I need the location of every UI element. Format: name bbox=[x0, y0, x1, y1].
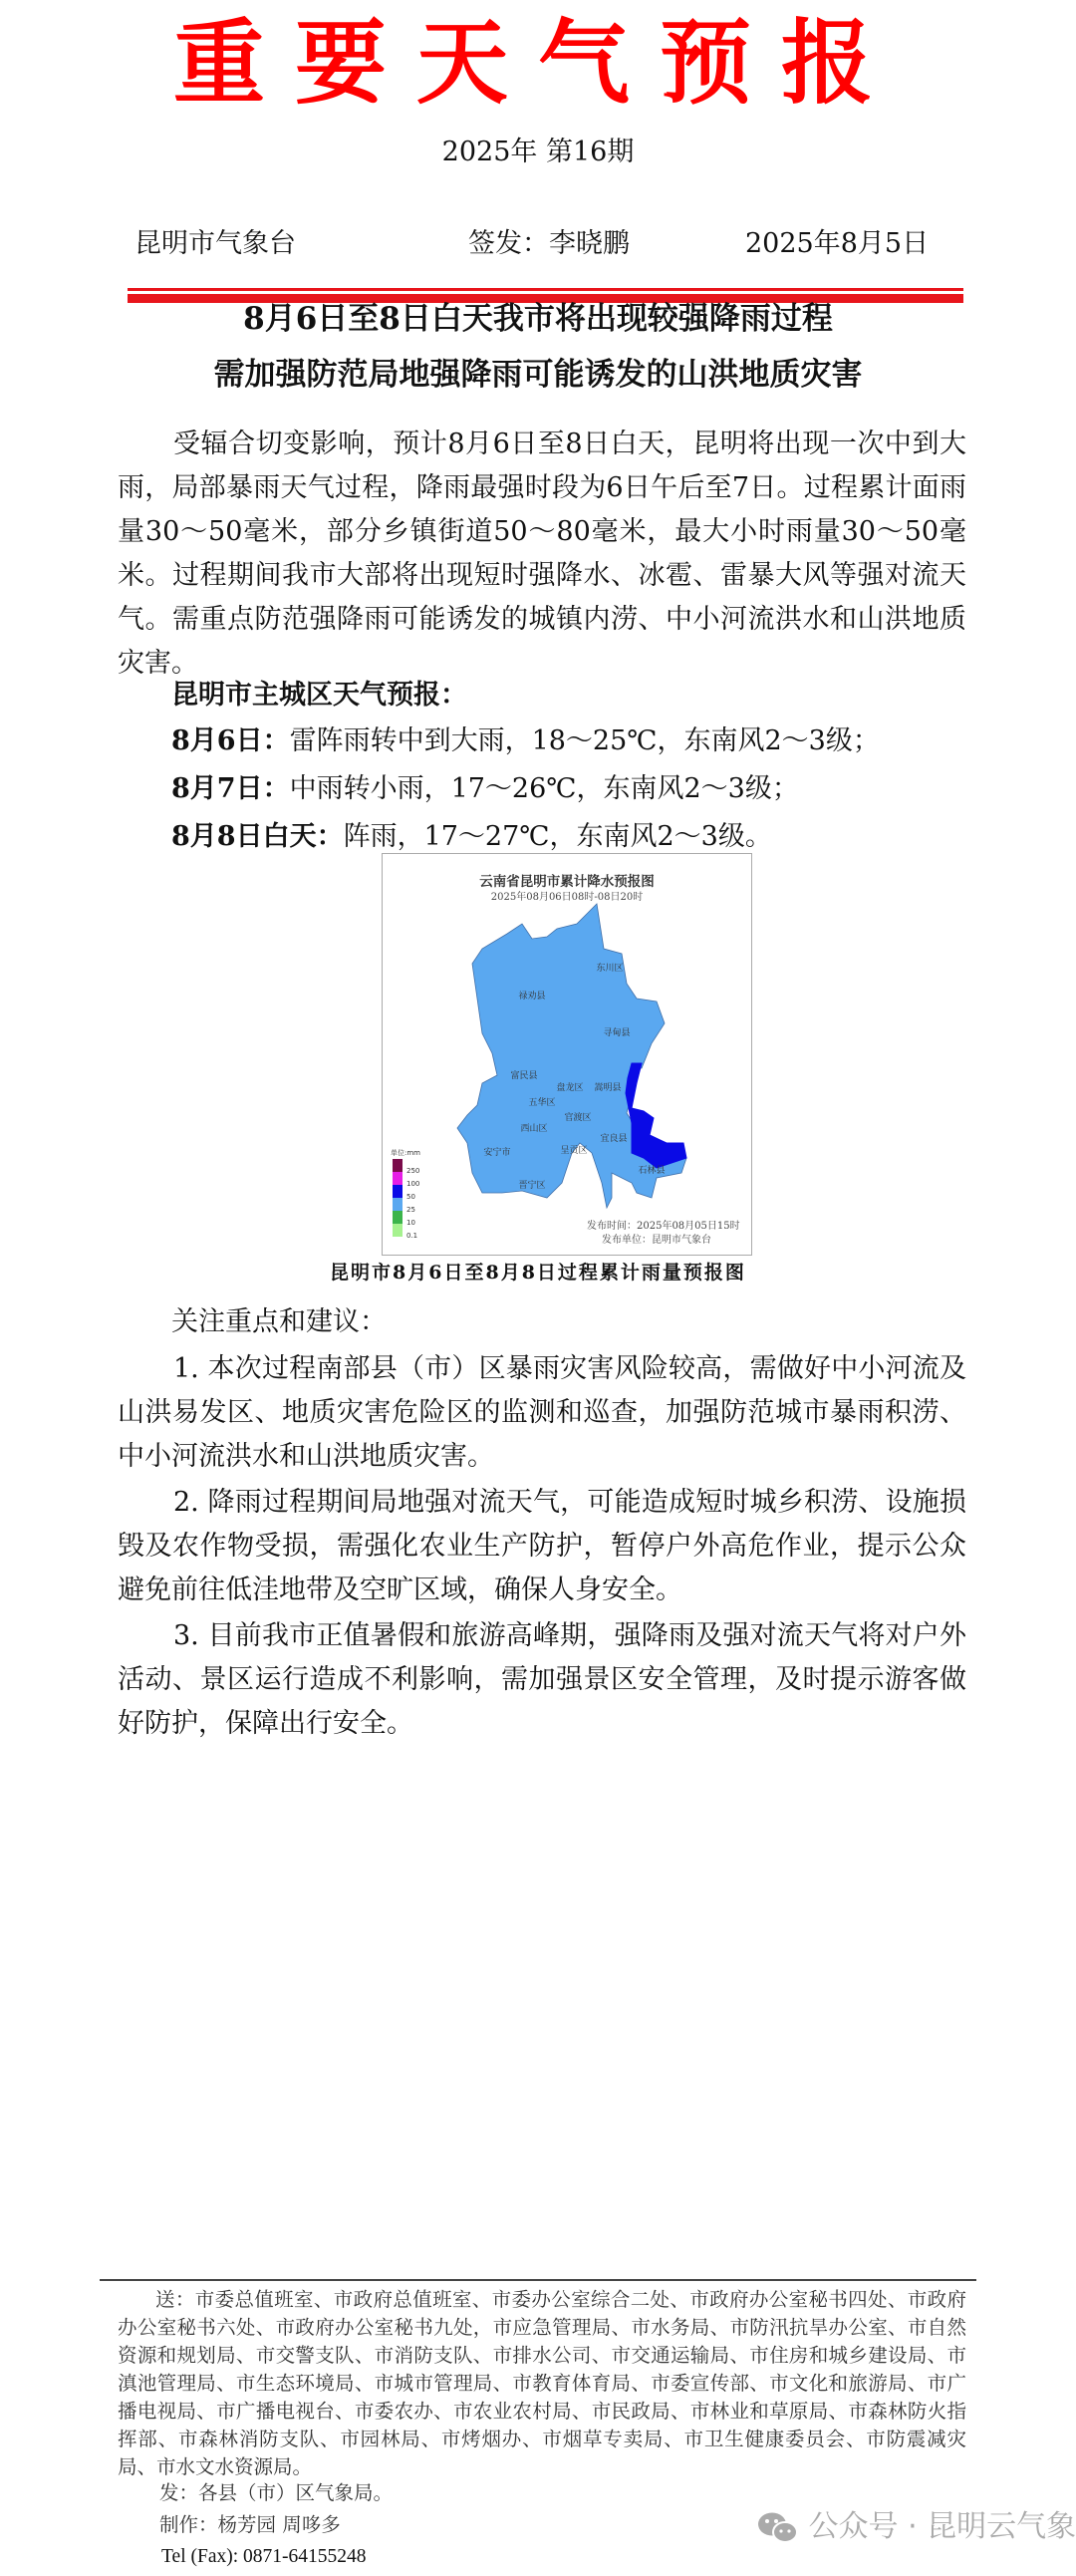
advice-item-3: 3. 目前我市正值暑假和旅游高峰期，强降雨及强对流天气将对户外活动、景区运行造成不利影响，需加强景区安全管理，及时提示游客做好防护，保障出行安全。 bbox=[118, 1620, 966, 1739]
issue-date: 2025年8月5日 bbox=[745, 228, 930, 259]
map-release-unit: 发布单位：昆明市气象台 bbox=[602, 1235, 711, 1246]
intro-paragraph: 受辐合切变影响，预计8月6日至8日白天，昆明将出现一次中到大雨，局部暴雨天气过程，降雨最强时段为6日午后至7日。过程累计面雨量30～50毫米，部分乡镇街道50～80毫米，最大小时雨量30～50毫米。过程期间我市大部将出现短时强降水、冰雹、雷暴大风等强对流天气。需重点防范强降雨可能诱发的城镇内涝、中小河流洪水和山洪地质灾害。 bbox=[118, 429, 966, 679]
rainfall-map-figure bbox=[382, 853, 752, 1256]
forecast-day-label: 8月6日： bbox=[171, 725, 290, 756]
forecast-day-1 bbox=[171, 719, 880, 763]
svg-text:富民县: 富民县 bbox=[510, 1071, 538, 1081]
footer-divider bbox=[100, 2279, 976, 2281]
map-legend bbox=[393, 1159, 403, 1237]
headline-line-1: 8月6日至8日白天我市将出现较强降雨过程 bbox=[243, 301, 833, 337]
advice-heading: 关注重点和建议： bbox=[171, 1306, 387, 1337]
forecast-day-label: 8月8日白天： bbox=[171, 821, 344, 852]
legend-label: 0.1 bbox=[406, 1232, 418, 1240]
svg-text:盘龙区: 盘龙区 bbox=[556, 1083, 584, 1093]
svg-text:呈贡区: 呈贡区 bbox=[560, 1146, 588, 1156]
forecast-day-label: 8月7日： bbox=[171, 773, 290, 804]
svg-text:西山区: 西山区 bbox=[520, 1124, 548, 1134]
map-subtitle: 2025年08月06日08时-08日20时 bbox=[490, 892, 644, 903]
issue-number: 2025年 第16期 bbox=[441, 137, 635, 167]
legend-label: 250 bbox=[406, 1167, 420, 1175]
forecast-day-text: 中雨转小雨，17～26℃，东南风2～3级； bbox=[289, 773, 799, 804]
svg-text:宜良县: 宜良县 bbox=[600, 1134, 628, 1144]
forecast-day-text: 阵雨，17～27℃，东南风2～3级。 bbox=[343, 821, 772, 852]
map-caption: 昆明市8月6日至8月8日过程累计雨量预报图 bbox=[330, 1262, 746, 1284]
svg-text:嵩明县: 嵩明县 bbox=[594, 1083, 622, 1093]
map-title: 云南省昆明市累计降水预报图 bbox=[479, 874, 655, 890]
map-release-time: 发布时间：2025年08月05日15时 bbox=[587, 1221, 740, 1232]
legend-label: 25 bbox=[406, 1206, 415, 1214]
wechat-watermark bbox=[757, 2501, 1076, 2545]
kunming-map-shape bbox=[383, 854, 751, 1255]
advice-item-1: 1. 本次过程南部县（市）区暴雨灾害风险较高，需做好中小河流及山洪易发区、地质灾害危险区的监测和巡查，加强防范城市暴雨积涝、中小河流洪水和山洪地质灾害。 bbox=[118, 1353, 966, 1472]
forecast-day-2 bbox=[171, 767, 799, 811]
signer: 签发：李晓鹏 bbox=[468, 228, 630, 259]
svg-text:禄劝县: 禄劝县 bbox=[518, 992, 546, 1002]
tel-fax: Tel (Fax): 0871-64155248 bbox=[161, 2546, 367, 2567]
advice-item-2: 2. 降雨过程期间局地强对流天气，可能造成短时城乡积涝、设施损毁及农作物受损，需强化农业生产防护，暂停户外高危作业，提示公众避免前往低洼地带及空旷区域，确保人身安全。 bbox=[118, 1487, 966, 1605]
watermark-text: 公众号 · 昆明云气象 bbox=[808, 2509, 1076, 2544]
svg-text:东川区: 东川区 bbox=[596, 964, 624, 974]
svg-text:石林县: 石林县 bbox=[638, 1166, 666, 1176]
svg-text:晋宁区: 晋宁区 bbox=[518, 1181, 546, 1191]
masthead-title: 重要天气预报 bbox=[172, 9, 903, 117]
headline-line-2: 需加强防范局地强降雨可能诱发的山洪地质灾害 bbox=[213, 357, 863, 393]
legend-unit: 单位:mm bbox=[391, 1149, 420, 1157]
legend-label: 10 bbox=[406, 1219, 415, 1227]
forecast-day-text: 雷阵雨转中到大雨，18～25℃，东南风2～3级； bbox=[289, 725, 880, 756]
wechat-icon bbox=[757, 2511, 799, 2545]
city-forecast-heading: 昆明市主城区天气预报： bbox=[171, 680, 467, 711]
issuer: 昆明市气象台 bbox=[134, 228, 296, 259]
svg-text:寻甸县: 寻甸县 bbox=[603, 1028, 631, 1038]
svg-text:五华区: 五华区 bbox=[528, 1098, 556, 1108]
legend-label: 100 bbox=[406, 1180, 420, 1188]
distribution-list: 送：市委总值班室、市政府总值班室、市委办公室综合二处、市政府办公室秘书四处、市政府办公室秘书六处、市政府办公室秘书九处，市应急管理局、市水务局、市防汛抗旱办公室、市自然资源和规划局、市交警支队、市消防支队、市排水公司、市交通运输局、市住房和城乡建设局、市滇池管理局、市生态环境局、市城市管理局、市教育体育局、市委宣传部、市文化和旅游局、市广播电视局、市广播电视台、市委农办、市农业农村局、市民政局、市林业和草原局、市森林防火指挥部、市森林消防支队、市园林局、市烤烟办、市烟草专卖局、市卫生健康委员会、市防震减灾局、市水文水资源局。 bbox=[118, 2288, 966, 2478]
svg-text:安宁市: 安宁市 bbox=[483, 1148, 511, 1158]
producer: 制作：杨芳园 周哆多 bbox=[159, 2513, 341, 2536]
legend-label: 50 bbox=[406, 1193, 415, 1201]
issue-to: 发：各县（市）区气象局。 bbox=[159, 2481, 394, 2504]
svg-text:官渡区: 官渡区 bbox=[564, 1113, 592, 1123]
